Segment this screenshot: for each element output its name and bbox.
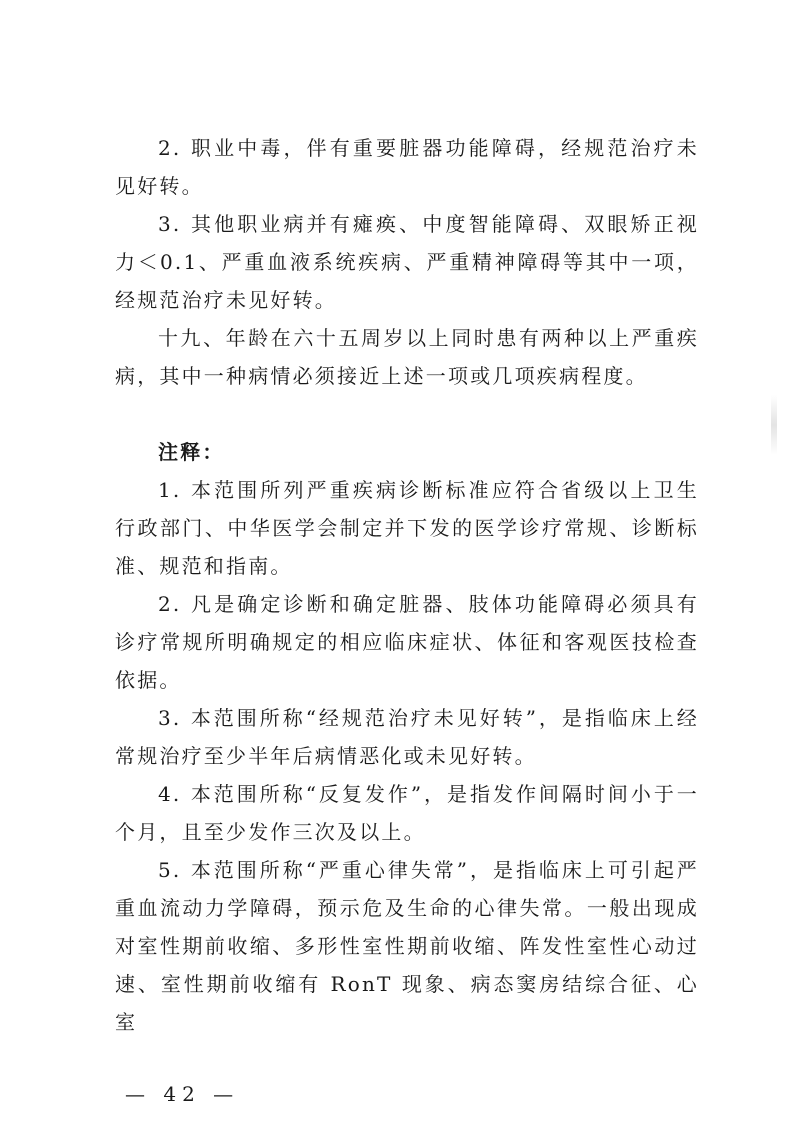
note-5: 5. 本范围所称“严重心律失常”，是指临床上可引起严重血流动力学障碍，预示危及生命的心律失常。一般出现成对室性期前收缩、多形性室性期前收缩、阵发性室性心动过速、室性期前收缩有 RonT 现象、病态窦房结综合征、心室 xyxy=(115,858,699,1034)
paragraph-occupational-poisoning: 2. 职业中毒，伴有重要脏器功能障碍，经规范治疗未见好转。 xyxy=(115,136,699,198)
page-number: — 42 — xyxy=(125,1082,240,1106)
paragraph-age-sixty-five: 十九、年龄在六十五周岁以上同时患有两种以上严重疾病，其中一种病情必须接近上述一项或几项疾病程度。 xyxy=(115,326,699,388)
scan-edge-mark xyxy=(771,395,777,455)
note-1: 1. 本范围所列严重疾病诊断标准应符合省级以上卫生行政部门、中华医学会制定并下发的医学诊疗常规、诊断标准、规范和指南。 xyxy=(115,478,699,578)
notes-heading: 注释： xyxy=(158,440,225,464)
document-body xyxy=(115,129,699,1041)
note-4: 4. 本范围所称“反复发作”，是指发作间隔时间小于一个月，且至少发作三次及以上。 xyxy=(115,782,699,844)
note-3: 3. 本范围所称“经规范治疗未见好转”，是指临床上经常规治疗至少半年后病情恶化或未见好转。 xyxy=(115,706,699,768)
paragraph-other-occupational-disease: 3. 其他职业病并有瘫痪、中度智能障碍、双眼矫正视力＜0.1、严重血液系统疾病、严重精神障碍等其中一项，经规范治疗未见好转。 xyxy=(115,212,699,312)
note-2: 2. 凡是确定诊断和确定脏器、肢体功能障碍必须具有诊疗常规所明确规定的相应临床症状、体征和客观医技检查依据。 xyxy=(115,592,699,692)
